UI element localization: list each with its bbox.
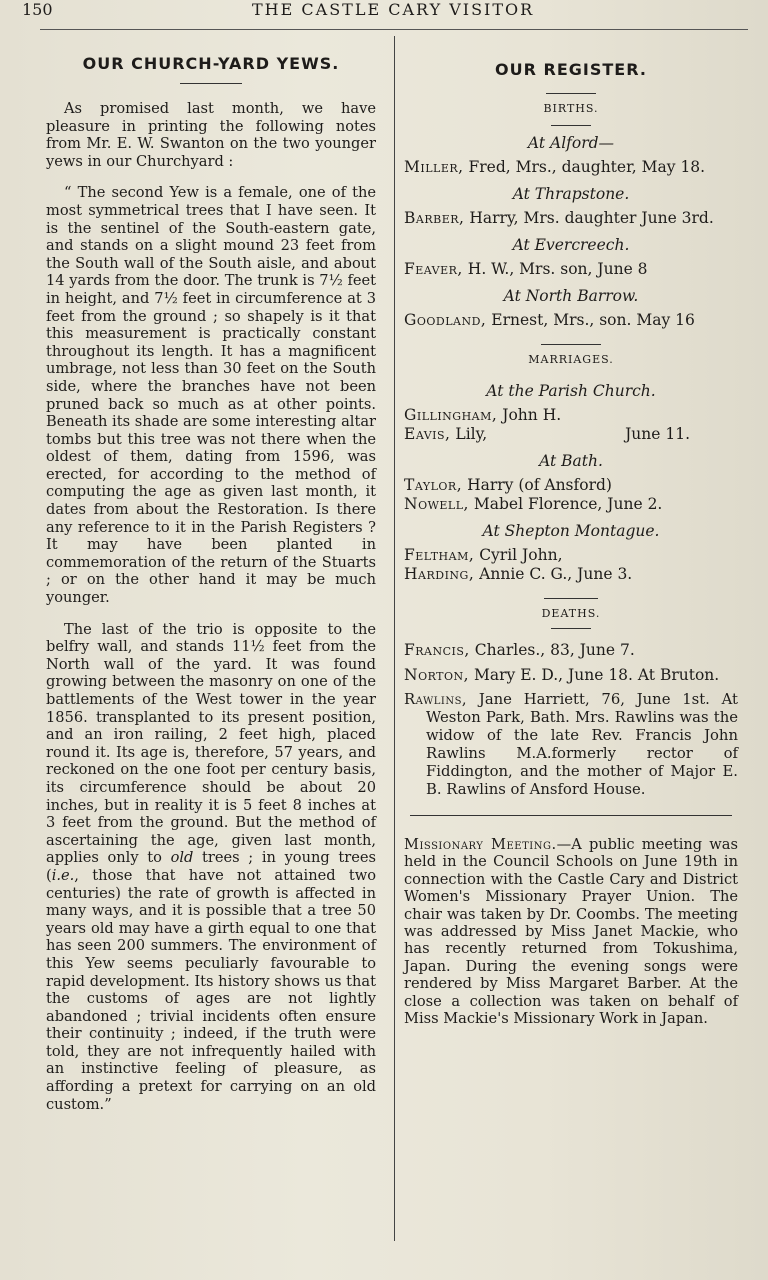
marriage-entry: Feltham, Cyril John,: [404, 546, 563, 564]
birth-place: At Alford—: [527, 134, 615, 152]
birth-entry: Feaver, H. W., Mrs. son, June 8: [404, 260, 648, 278]
marriage-entry: Gillingham, John H.: [404, 406, 562, 424]
deaths-rule-top: [544, 598, 598, 599]
births-list: [404, 134, 738, 330]
deaths-rule: [551, 628, 591, 629]
marriages-heading: MARRIAGES.: [528, 353, 614, 366]
marriage-entry: Harding, Annie C. G., June 3.: [404, 565, 633, 583]
marriage-place: At Shepton Montague.: [482, 522, 660, 540]
missionary-meeting: [404, 836, 738, 1027]
birth-entry: Barber, Harry, Mrs. daughter June 3rd.: [404, 209, 714, 227]
missionary-rule: [410, 815, 732, 816]
marriage-entry: Eavis, Lily, June 11.: [404, 425, 690, 443]
birth-entry: Miller, Fred, Mrs., daughter, May 18.: [404, 158, 706, 176]
page-number: 150: [22, 0, 53, 19]
register-column: [404, 60, 738, 1027]
missionary-text: —A public meeting was held in the Council Schools on June 19th in connection with the Castle Cary and District Women's Missionary Prayer Union. The chair was taken by Dr. Coombs. The meeting was addressed by Miss Janet Mackie, who has recently returned from Tokushima, Japan. During the evening songs were rendered by Miss Margaret Barber. At the close a collection was taken on behalf of Miss Mackie's Missionary Work in Japan.: [404, 836, 738, 1028]
birth-place: At North Barrow.: [503, 287, 639, 305]
title-rule: [180, 83, 242, 84]
yews-title: OUR CHURCH-YARD YEWS.: [82, 54, 340, 73]
register-rule: [546, 93, 596, 94]
marriage-place: At the Parish Church.: [486, 382, 656, 400]
register-title: OUR REGISTER.: [495, 60, 647, 79]
page-header: [0, 0, 768, 22]
header-rule: [40, 29, 748, 30]
death-entry: Francis, Charles., 83, June 7.: [404, 641, 635, 659]
birth-place: At Thrapstone.: [512, 185, 630, 203]
last-text-ie: i.e.: [51, 866, 75, 884]
marriage-entry: Taylor, Harry (of Ansford): [404, 476, 612, 494]
last-text-b: trees ; in young trees (: [46, 849, 376, 884]
column-divider: [394, 36, 395, 1241]
marriages-rule: [541, 344, 601, 345]
deaths-heading: DEATHS.: [541, 607, 601, 620]
death-entry: Norton, Mary E. D., June 18. At Bruton.: [404, 666, 720, 684]
yews-intro: As promised last month, we have pleasure in printing the following notes from Mr. E. W. Swanton on the two younger yews in our Churchyard :: [46, 100, 376, 170]
death-entry: Rawlins, Jane Harriett, 76, June 1st. At Weston Park, Bath. Mrs. Rawlins was the widow of the late Rev. Francis John Rawlins M.A.formerly rector of Fiddington, and the mother of Major E. B. Rawlins of Ansford House.: [404, 691, 738, 798]
marriage-place: At Bath.: [539, 452, 603, 470]
last-text-old: old: [170, 849, 194, 867]
deaths-list: [404, 641, 738, 799]
yews-article: [46, 54, 376, 1113]
last-text-c: , those that have not attained two centuries) the rate of growth is affected in many ways, and it is possible that a tree 50 years old may have a girth equal to one that has seen 200 summers. The environment of this Yew seems peculiarly favourable to rapid development. Its history shows us that the customs of ages are not lightly abandoned ; trivial incidents often ensure their continuity ; indeed, if the truth were told, they are not infrequently hailed with an instinctive feeling of pleasure, as affording a pretext for carrying on an old custom.”: [46, 866, 376, 1113]
births-rule: [551, 125, 591, 126]
last-text-a: The last of the trio is opposite to the belfry wall, and stands 11½ feet from the North wall of the yard. It was found growing between the masonry on one of the battlements of the West tower in the year 1856. transplanted to its present position, and an iron railing, 2 feet high, placed round it. Its age is, therefore, 57 years, and reckoned on the one foot per century basis, its circumference should be about 20 inches, but in reality it is 5 feet 8 inches at 3 feet from the ground. But the method of ascertaining the age, given last month, applies only to: [46, 620, 376, 867]
running-title: THE CASTLE CARY VISITOR: [252, 0, 535, 19]
birth-entry: Goodland, Ernest, Mrs., son. May 16: [404, 311, 695, 329]
births-heading: BIRTHS.: [543, 102, 599, 115]
marriages-list: [404, 382, 738, 584]
marriage-entry: Nowell, Mabel Florence, June 2.: [404, 495, 663, 513]
birth-place: At Evercreech.: [512, 236, 630, 254]
missionary-lead: Missionary Meeting.: [404, 836, 557, 853]
yews-last-paragraph: [46, 621, 376, 1114]
yews-quote: “ The second Yew is a female, one of the most symmetrical trees that I have seen. It is the sentinel of the South-eastern gate, and stands on a slight mound 23 feet from the South wall of the South aisle, and about 14 yards from the door. The trunk is 7½ feet in height, and 7½ feet in circumference at 3 feet from the ground ; so shapely is it that this measurement is practically constant throughout its length. It has a magnificent umbrage, not less than 30 feet on the South side, where the branches have not been pruned back so much as at other points. Beneath its shade are some interesting altar tombs but this tree was not there when the oldest of them, dating from 1596, was erected, for according to the method of computing the age as given last month, it dates from about the Restoration. Is there any reference to it in the Parish Registers ? It may have been planted in commemoration of the return of the Stuarts ; or on the other hand it may be much younger.: [46, 184, 376, 607]
